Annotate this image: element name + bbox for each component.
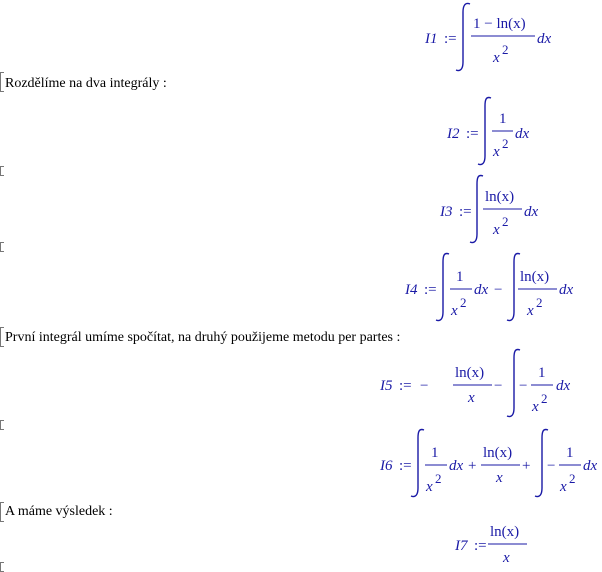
numerator: 1 [456,269,464,285]
exponent-2: 2 [569,471,576,486]
numerator: 1 [431,445,439,461]
exponent-2: 2 [460,295,467,310]
equation-I7 [455,520,545,568]
denominator-x: x [527,303,534,319]
denominator-x: x [426,479,433,495]
denominator-x: x [493,50,500,66]
minus-op: − [547,458,556,474]
label-I7: I7 [455,538,468,554]
label-I1: I1 [425,31,438,47]
integral-sign [411,429,424,496]
assign-op: := [399,378,412,394]
numerator: 1 [499,111,507,127]
exponent-2: 2 [502,214,509,229]
numerator: 1 [566,445,574,461]
denominator-x: x [493,144,500,160]
exponent-2: 2 [536,295,543,310]
label-I2: I2 [447,126,460,142]
exponent-2: 2 [541,391,548,406]
equation-I3 [440,172,560,244]
group-bracket [0,242,4,252]
denominator-x: x [468,390,475,406]
differential: dx [515,126,530,142]
assign-op: := [424,282,437,298]
differential: dx [559,282,574,298]
exponent-2: 2 [435,471,442,486]
differential: dx [537,31,552,47]
assign-op: := [459,204,472,220]
plus-op: + [468,458,477,474]
differential: dx [583,458,598,474]
numerator: 1 [538,365,546,381]
group-bracket [0,420,4,430]
text-split-integrals: Rozdělíme na dva integrály : [5,76,167,91]
text-result: A máme výsledek : [5,504,113,519]
denominator-x: x [560,479,567,495]
label-I4: I4 [405,282,418,298]
label-I5: I5 [380,378,393,394]
group-bracket [0,327,4,347]
minus-op: − [494,378,503,394]
label-I6: I6 [380,458,393,474]
denominator-x: x [451,303,458,319]
denominator-x: x [496,470,503,486]
numerator: ln(x) [520,269,550,285]
exponent-2: 2 [502,136,509,151]
equation-I5 [380,346,580,422]
integral-sign [478,97,491,164]
numerator: ln(x) [485,189,515,205]
equation-I6 [380,426,602,502]
minus-op: − [420,378,429,394]
group-bracket [0,72,4,92]
assign-op: := [466,126,479,142]
equation-I1 [425,0,565,72]
numerator: ln(x) [483,445,513,461]
denominator-x: x [503,550,510,566]
numerator: ln(x) [455,365,485,381]
differential: dx [449,458,464,474]
group-bracket [0,502,4,522]
integral-sign [507,253,520,320]
differential: dx [556,378,571,394]
denominator-x: x [493,222,500,238]
assign-op: := [399,458,412,474]
equation-I2 [447,94,547,166]
assign-op: := [444,31,457,47]
plus-op: + [522,458,531,474]
differential: dx [524,204,539,220]
assign-op: := [474,538,487,554]
numerator: 1 − ln(x) [473,16,526,32]
integral-sign [470,175,483,242]
integral-sign [456,3,470,70]
minus-op: − [494,282,503,298]
label-I3: I3 [440,204,453,220]
equation-I4 [405,250,585,326]
denominator-x: x [532,399,539,415]
differential: dx [474,282,489,298]
numerator: ln(x) [490,524,520,540]
group-bracket [0,166,4,176]
exponent-2: 2 [502,42,509,57]
integral-sign [436,253,449,320]
text-per-partes: První integrál umíme spočítat, na druhý použijeme metodu per partes : [5,330,401,345]
minus-op: − [519,378,528,394]
